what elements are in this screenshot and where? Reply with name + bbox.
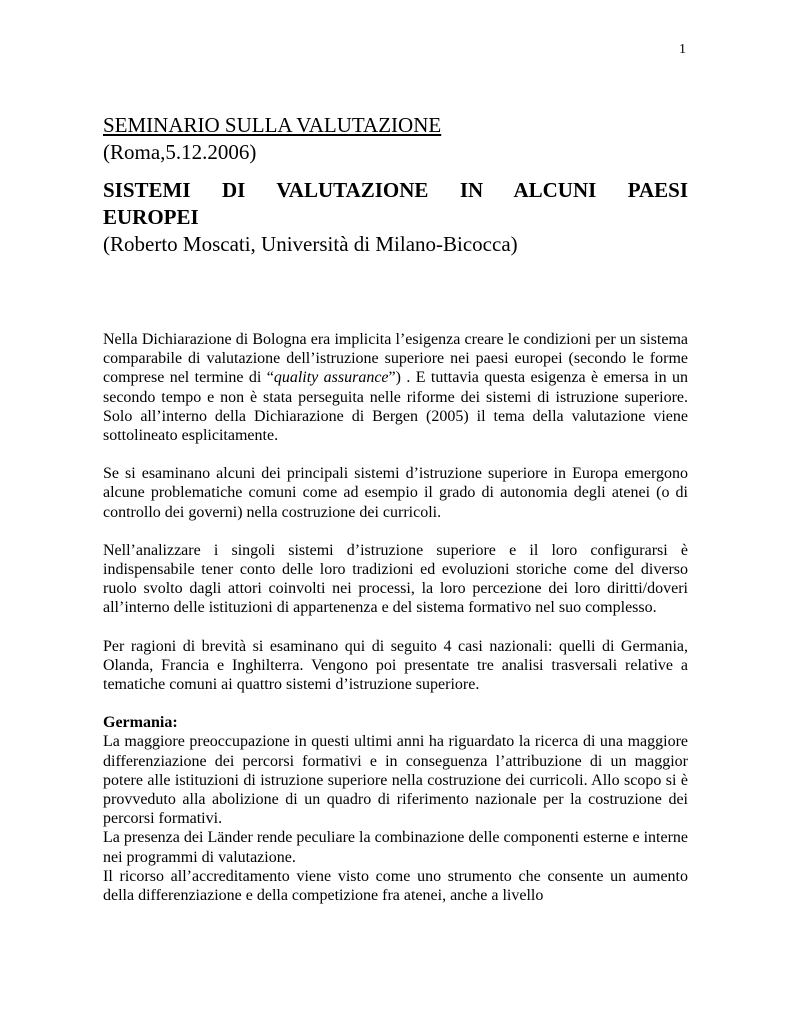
germania-paragraph-2: La presenza dei Länder rende peculiare la combinazione delle componenti esterne e interne nei programmi di valutazione. xyxy=(103,829,688,866)
talk-title-line1: SISTEMI DI VALUTAZIONE IN ALCUNI PAESI xyxy=(103,178,688,202)
paragraph-1-start: Nella Dichiarazione di Bologna era implicita l’esigenza creare le condizioni per un sistema comparabile di valutazione dell’istruzione superiore nei paesi europei (secondo le forme comprese nel termine di “ xyxy=(103,331,688,387)
paragraph-1-end: ”) . E tuttavia questa esigenza è emersa in un secondo tempo e non è stata perseguita nelle riforme dei sistemi di istruzione superiore. Solo all’interno della Dichiarazione di Bergen (2005) il tema della valutazione viene sottolineato esplicitamente. xyxy=(103,369,688,445)
paragraph-1 xyxy=(103,330,688,445)
germania-paragraph-1: La maggiore preoccupazione in questi ultimi anni ha riguardato la ricerca di una maggiore differenziazione dei percorsi formativi e in conseguenza l’attribuzione di un maggior potere alle istituzioni di istruzione superiore nella costruzione dei curricoli. Allo scopo si è provveduto alla abolizione di un quadro di riferimento nazionale per la costruzione dei percorsi formativi. xyxy=(103,733,688,828)
author-line: (Roberto Moscati, Università di Milano-Bicocca) xyxy=(103,232,518,256)
talk-title-line2: EUROPEI xyxy=(103,205,199,229)
seminar-date: (Roma,5.12.2006) xyxy=(103,140,257,164)
page-number: 1 xyxy=(679,42,686,57)
paragraph-2: Se si esaminano alcuni dei principali sistemi d’istruzione superiore in Europa emergono alcune problematiche comuni come ad esempio il grado di autonomia degli atenei (o di controllo dei governi) nella costruzione dei curricoli. xyxy=(103,465,688,521)
quality-assurance-term: quality assurance xyxy=(273,369,389,387)
section-heading-germania: Germania: xyxy=(103,714,178,732)
document-body xyxy=(103,112,688,905)
paragraph-3: Nell’analizzare i singoli sistemi d’istruzione superiore e il loro configurarsi è indispensabile tener conto delle loro tradizioni ed evoluzioni storiche come del diverso ruolo svolto dagli attori coinvolti nei processi, la loro percezione dei loro diritti/doveri all’interno delle istituzioni di appartenenza e del sistema formativo nel suo complesso. xyxy=(103,541,688,617)
germania-paragraph-3: Il ricorso all’accreditamento viene visto come uno strumento che consente un aumento della differenziazione e della competizione fra atenei, anche a livello xyxy=(103,867,688,905)
paragraph-4: Per ragioni di brevità si esaminano qui di seguito 4 casi nazionali: quelli di Germania, Olanda, Francia e Inghilterra. Vengono poi presentate tre analisi trasversali relative a tematiche comuni ai quattro sistemi d’istruzione superiore. xyxy=(103,637,688,694)
seminar-title: SEMINARIO SULLA VALUTAZIONE xyxy=(103,113,442,137)
